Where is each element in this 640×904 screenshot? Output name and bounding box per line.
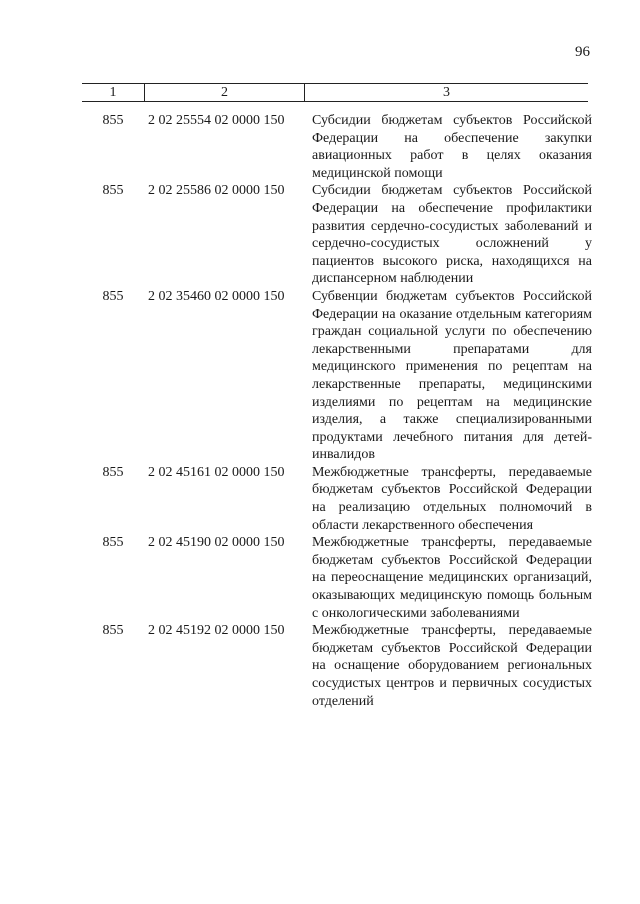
admin-code: 855: [102, 288, 124, 304]
header-col-1: 1: [82, 84, 145, 101]
page-number: 96: [575, 44, 590, 60]
table-row: [82, 622, 592, 710]
admin-code: 855: [102, 464, 124, 480]
table-row: [82, 464, 592, 534]
table-row: [82, 534, 592, 622]
admin-code: 855: [102, 113, 124, 128]
description: Субсидии бюджетам субъектов Российской Федерации на обеспечение профилактики развития сердечно-сосудистых заболеваний и сердечно-сосудистых осложнений у пациентов высокого риска, находящихся на диспансерном наблюдении: [312, 183, 592, 287]
table-row: [82, 112, 592, 182]
budget-code: 2 02 25586 02 0000 150: [148, 183, 285, 199]
admin-code: 855: [102, 623, 124, 639]
header-col-3: 3: [443, 85, 450, 100]
table-body: [82, 112, 592, 710]
description: Межбюджетные трансферты, передаваемые бюджетам субъектов Российской Федерации на реализацию отдельных полномочий в области лекарственного обеспечения: [312, 464, 592, 533]
budget-code: 2 02 45190 02 0000 150: [148, 535, 285, 551]
header-col-2: 2: [145, 84, 305, 101]
admin-code: 855: [102, 535, 124, 551]
table-header: [82, 83, 588, 102]
description: Межбюджетные трансферты, передаваемые бюджетам субъектов Российской Федерации на оснащение оборудованием региональных сосудистых центров и первичных сосудистых отделений: [312, 623, 592, 709]
budget-code: 2 02 35460 02 0000 150: [148, 288, 285, 304]
admin-code: 855: [102, 183, 124, 199]
table-row: [82, 182, 592, 288]
description: Субвенции бюджетам субъектов Российской Федерации на оказание отдельным категориям граждан социальной услуги по обеспечению лекарственными препаратами для медицинского применения по рецептам на лекарственные препараты, медицинскими изделиями по рецептам на медицинские изделия, а также специализированными продуктами лечебного питания для детей-инвалидов: [312, 288, 592, 463]
budget-code: 2 02 45161 02 0000 150: [148, 464, 285, 480]
table-row: [82, 288, 592, 464]
description: Субсидии бюджетам субъектов Российской Федерации на обеспечение закупки авиационных работ в целях оказания медицинской помощи: [312, 113, 592, 181]
budget-code: 2 02 45192 02 0000 150: [148, 623, 285, 639]
budget-code: 2 02 25554 02 0000 150: [148, 113, 285, 128]
description: Межбюджетные трансферты, передаваемые бюджетам субъектов Российской Федерации на переоснащение медицинских организаций, оказывающих медицинскую помощь больным с онкологическими заболеваниями: [312, 535, 592, 621]
